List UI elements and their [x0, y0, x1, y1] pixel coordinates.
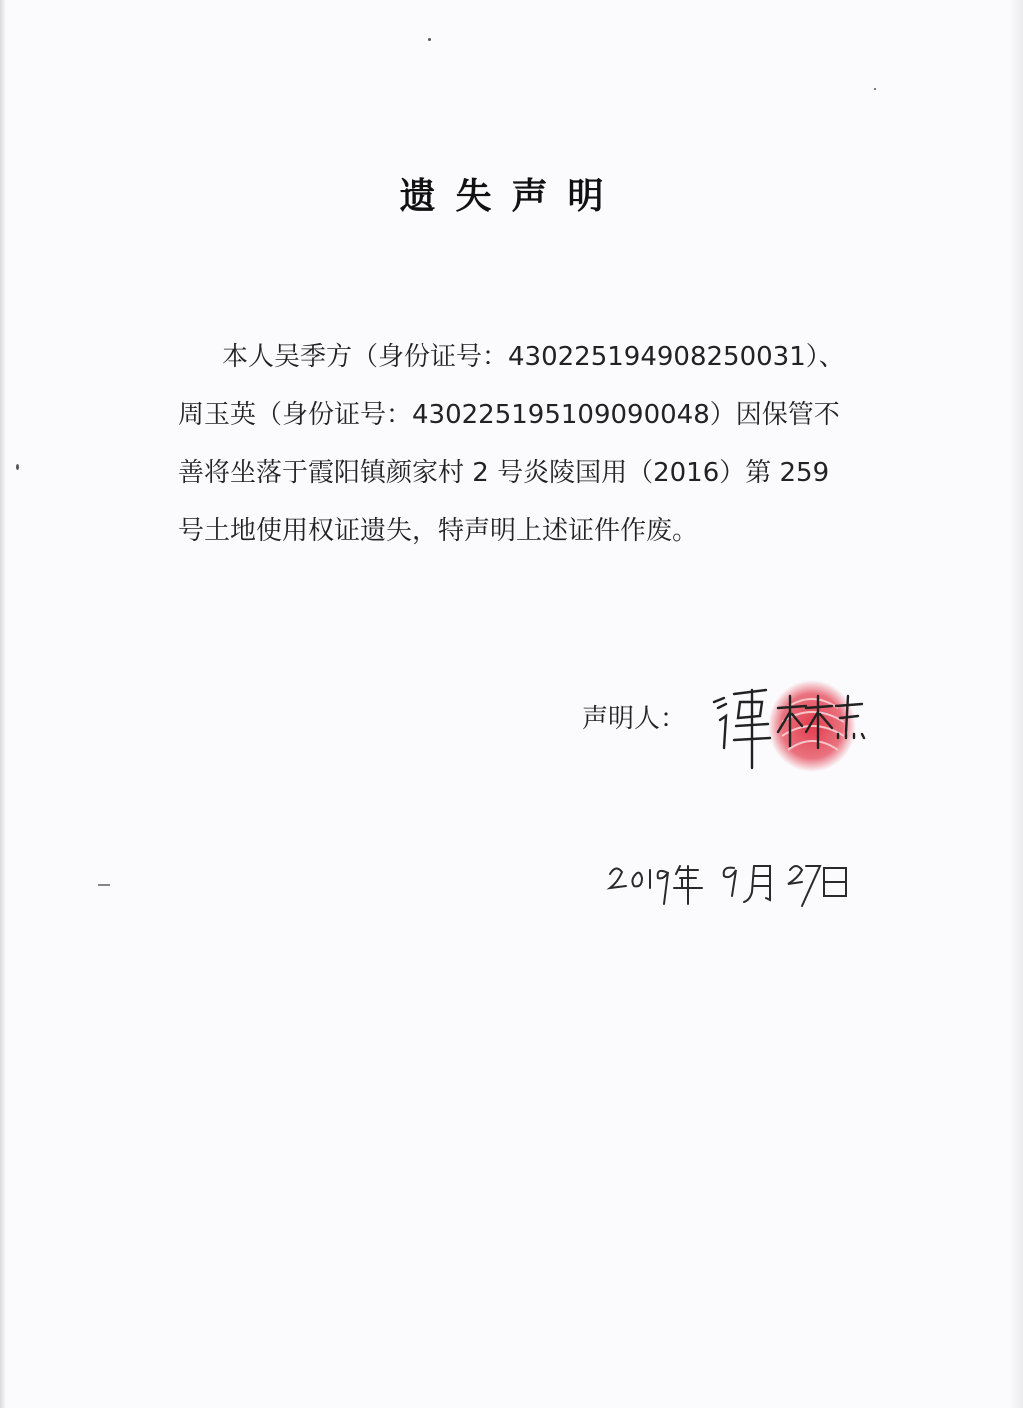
signature-block [706, 668, 876, 778]
date-year-digit [632, 873, 642, 887]
statement-line: 号土地使用权证遗失，特声明上述证件作废。 [178, 516, 699, 546]
date-month-digit [724, 868, 736, 896]
statement-paragraph [178, 328, 878, 560]
date-month-label [744, 866, 770, 902]
date-year-digit [610, 868, 626, 888]
scan-speck [874, 88, 876, 90]
handwritten-date [606, 848, 866, 908]
date-year-label [674, 866, 702, 904]
date-year-digit [658, 871, 668, 904]
date-strokes [606, 848, 866, 908]
scan-speck [16, 464, 19, 470]
scan-speck [98, 884, 110, 886]
statement-line: 周玉英（身份证号：430225195109090048）因保管不 [178, 400, 840, 430]
scan-speck [428, 38, 431, 41]
date-day-digit [802, 866, 820, 906]
statement-line: 本人吴季方（身份证号：430225194908250031）、 [222, 342, 845, 372]
document-title: 遗失声明 [399, 176, 624, 217]
date-day-label [824, 868, 846, 896]
date-day-digit [788, 866, 802, 884]
declarant-label: 声明人： [582, 704, 687, 734]
statement-line: 善将坐落于霞阳镇颜家村 2 号炎陵国用（2016）第 259 [178, 458, 830, 488]
handwritten-signature [706, 668, 876, 778]
